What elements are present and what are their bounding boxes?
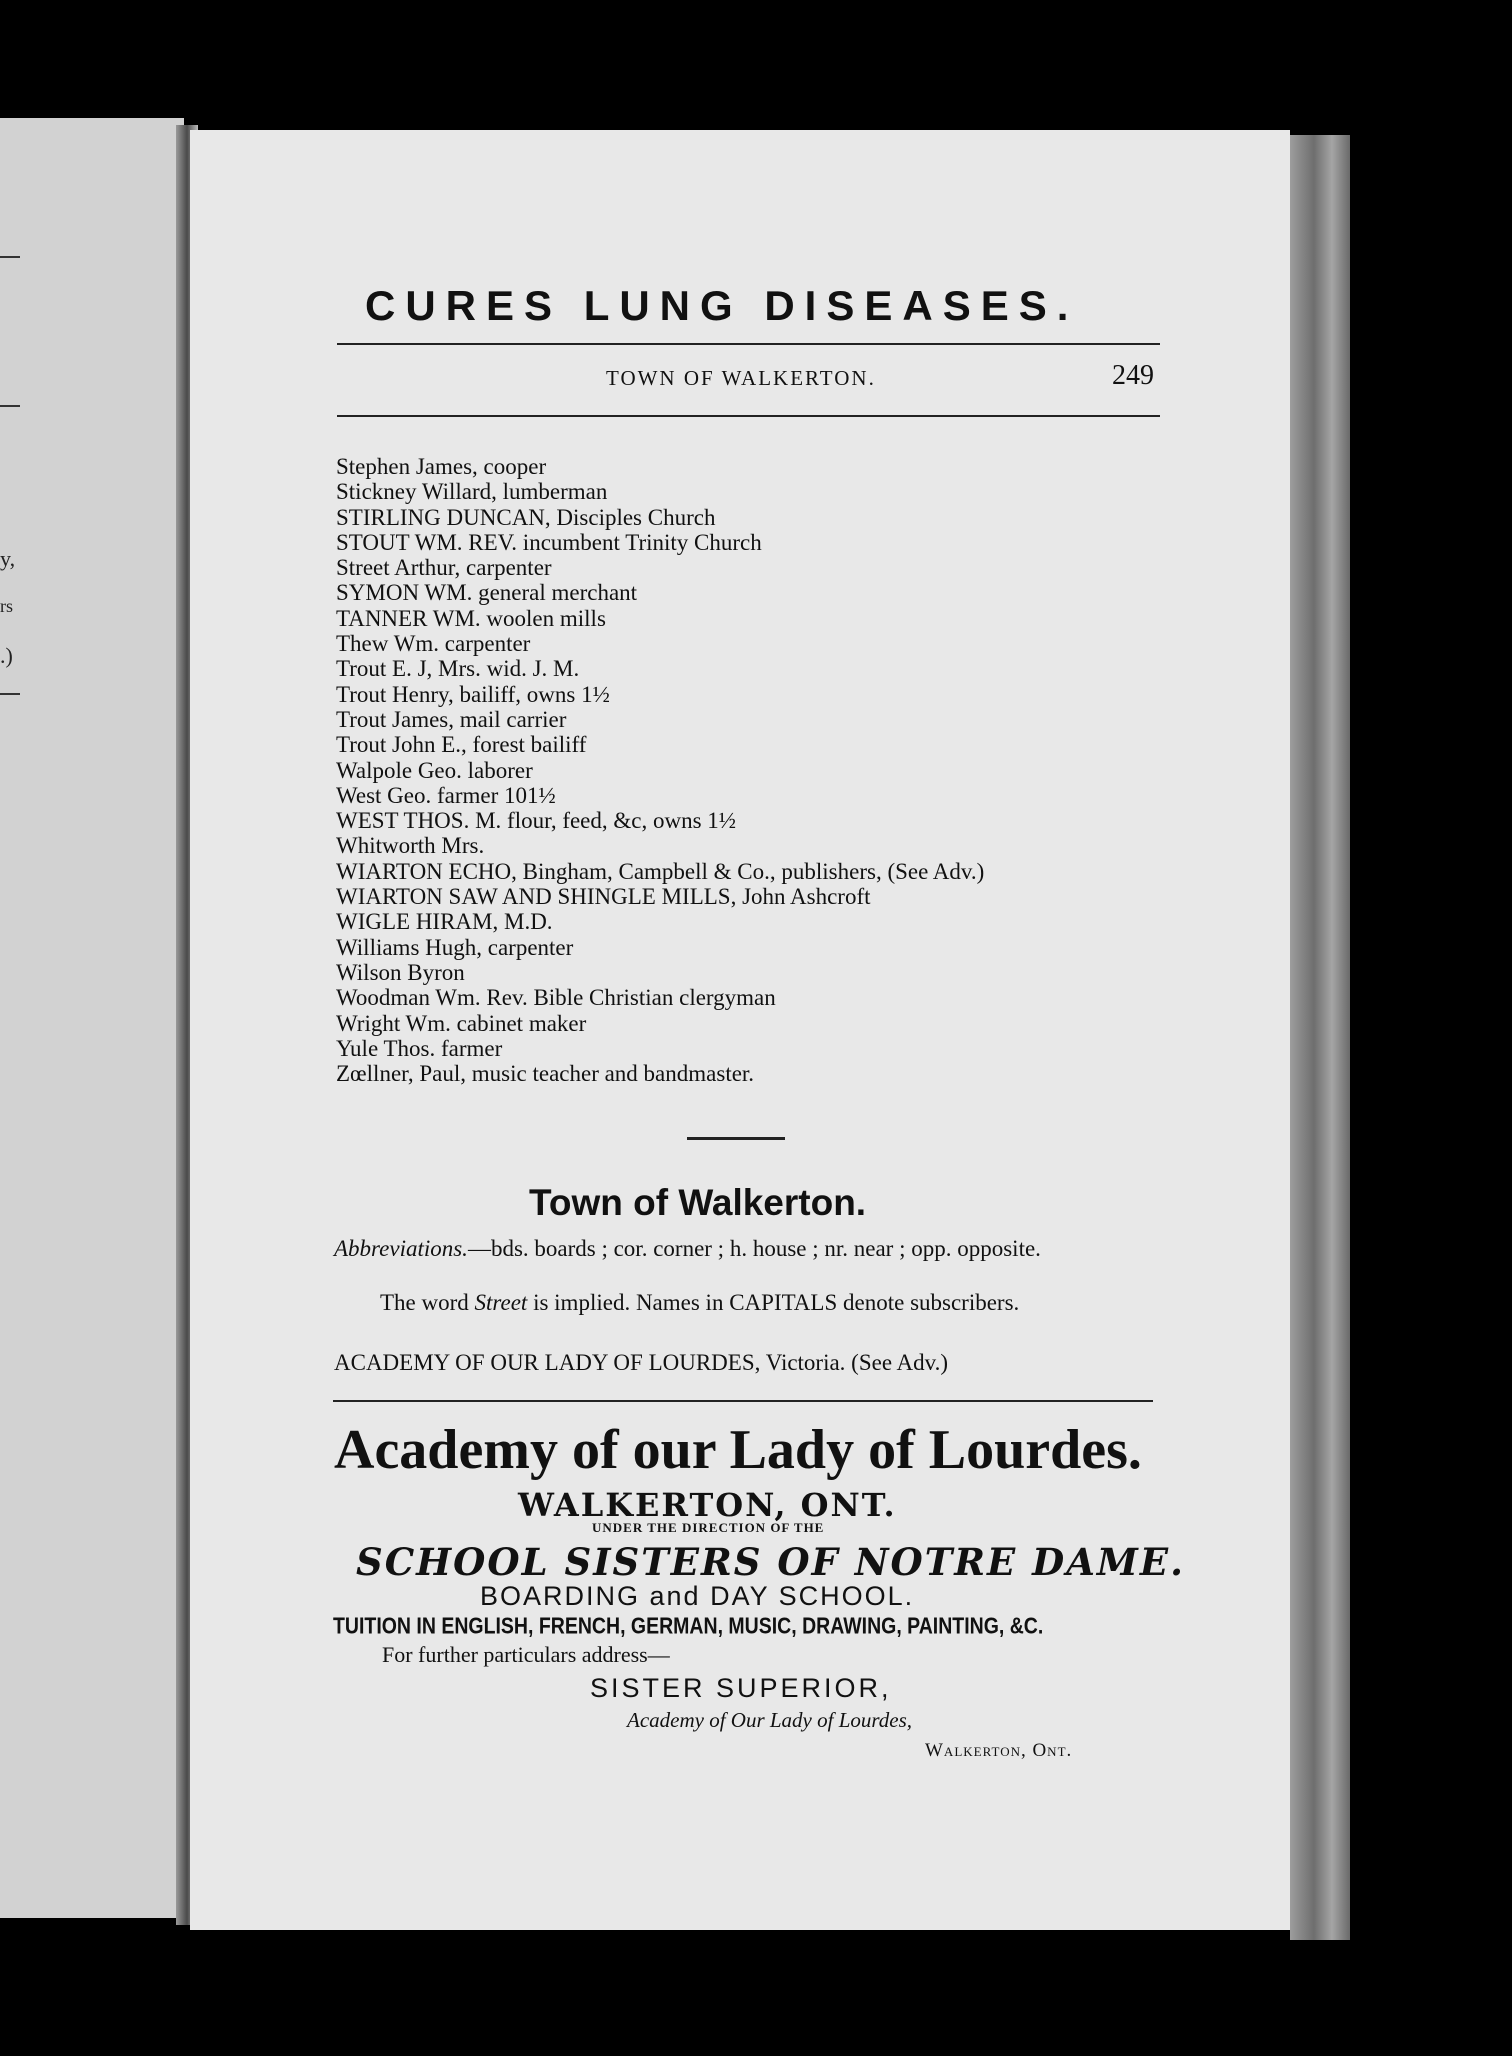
left-page-rule bbox=[0, 405, 20, 407]
advertisement-order: SCHOOL SISTERS OF NOTRE DAME. bbox=[356, 1540, 1185, 1584]
street-note-suffix: is implied. Names in CAPITALS denote subscribers. bbox=[527, 1290, 1020, 1315]
left-page-fragment: rs bbox=[0, 596, 13, 616]
page-number: 249 bbox=[1112, 360, 1154, 391]
advertisement-contact: SISTER SUPERIOR, bbox=[590, 1673, 892, 1703]
directory-entry: Stickney Willard, lumberman bbox=[336, 479, 608, 505]
directory-entry: Thew Wm. carpenter bbox=[336, 631, 531, 657]
advertisement-rule bbox=[333, 1400, 1153, 1402]
directory-list bbox=[336, 454, 1266, 1086]
left-page bbox=[0, 118, 184, 1918]
directory-entry: STIRLING DUNCAN, Disciples Church bbox=[336, 504, 716, 530]
directory-entry: WIGLE HIRAM, M.D. bbox=[336, 909, 553, 935]
directory-entry: WEST THOS. M. flour, feed, &c, owns 1½ bbox=[336, 808, 737, 834]
street-note-prefix: The word bbox=[380, 1290, 475, 1315]
directory-entry: Williams Hugh, carpenter bbox=[336, 934, 574, 960]
left-page-fragment: .) bbox=[0, 643, 13, 668]
directory-entry: Trout John E., forest bailiff bbox=[336, 732, 587, 758]
section-divider bbox=[687, 1137, 785, 1140]
advertisement-tuition: TUITION IN ENGLISH, FRENCH, GERMAN, MUSIC, DRAWING, PAINTING, &C. bbox=[333, 1613, 1044, 1640]
section-title: Town of Walkerton. bbox=[529, 1182, 867, 1223]
header-banner: CURES LUNG DISEASES. bbox=[365, 282, 1079, 329]
running-head-rule bbox=[337, 415, 1160, 417]
advertisement-city: WALKERTON, ONT. bbox=[518, 1486, 897, 1524]
advertisement-title: Academy of our Lady of Lourdes. bbox=[334, 1419, 1142, 1481]
directory-entry: WIARTON ECHO, Bingham, Campbell & Co., publishers, (See Adv.) bbox=[336, 858, 985, 884]
directory-entry: Whitworth Mrs. bbox=[336, 833, 485, 859]
header-rule bbox=[337, 343, 1160, 345]
directory-entry: TANNER WM. woolen mills bbox=[336, 605, 606, 631]
directory-entry: Zœllner, Paul, music teacher and bandmaster. bbox=[336, 1061, 755, 1087]
advertisement-academy: Academy of Our Lady of Lourdes, bbox=[627, 1708, 913, 1732]
street-note bbox=[380, 1290, 1019, 1316]
page-edge bbox=[1290, 135, 1350, 1940]
directory-entry: Trout E. J, Mrs. wid. J. M. bbox=[336, 656, 580, 682]
advertisement-boarding: BOARDING and DAY SCHOOL. bbox=[480, 1581, 915, 1611]
left-page-rule bbox=[0, 693, 20, 695]
directory-entry: STOUT WM. REV. incumbent Trinity Church bbox=[336, 529, 762, 555]
directory-entry: SYMON WM. general merchant bbox=[336, 580, 638, 606]
advertisement-further: For further particulars address— bbox=[382, 1642, 670, 1667]
directory-entry: WIARTON SAW AND SHINGLE MILLS, John Ashcroft bbox=[336, 884, 871, 910]
abbreviations-label: Abbreviations. bbox=[334, 1236, 468, 1261]
directory-entry: Trout Henry, bailiff, owns 1½ bbox=[336, 681, 610, 707]
running-head: TOWN OF WALKERTON. bbox=[606, 366, 876, 390]
left-page-fragment: y, bbox=[0, 546, 16, 571]
abbreviations-text: —bds. boards ; cor. corner ; h. house ; nr. near ; opp. opposite. bbox=[467, 1236, 1041, 1261]
directory-entry: Street Arthur, carpenter bbox=[336, 555, 552, 581]
directory-entry: Walpole Geo. laborer bbox=[336, 757, 533, 783]
advertisement-direction: UNDER THE DIRECTION OF THE bbox=[592, 1520, 825, 1535]
academy-entry: ACADEMY OF OUR LADY OF LOURDES, Victoria. (See Adv.) bbox=[334, 1350, 949, 1375]
directory-entry: Wright Wm. cabinet maker bbox=[336, 1010, 587, 1036]
directory-entry: Stephen James, cooper bbox=[336, 454, 547, 479]
directory-entry: Woodman Wm. Rev. Bible Christian clergyman bbox=[336, 985, 776, 1011]
directory-entry: Yule Thos. farmer bbox=[336, 1035, 503, 1061]
advertisement-place: Walkerton, Ont. bbox=[925, 1740, 1073, 1761]
street-note-word: Street bbox=[474, 1290, 528, 1315]
directory-entry: West Geo. farmer 101½ bbox=[336, 782, 556, 808]
left-page-rule bbox=[0, 256, 20, 258]
directory-entry: Trout James, mail carrier bbox=[336, 706, 567, 732]
directory-entry: Wilson Byron bbox=[336, 959, 465, 985]
abbreviations-note bbox=[334, 1236, 1164, 1261]
